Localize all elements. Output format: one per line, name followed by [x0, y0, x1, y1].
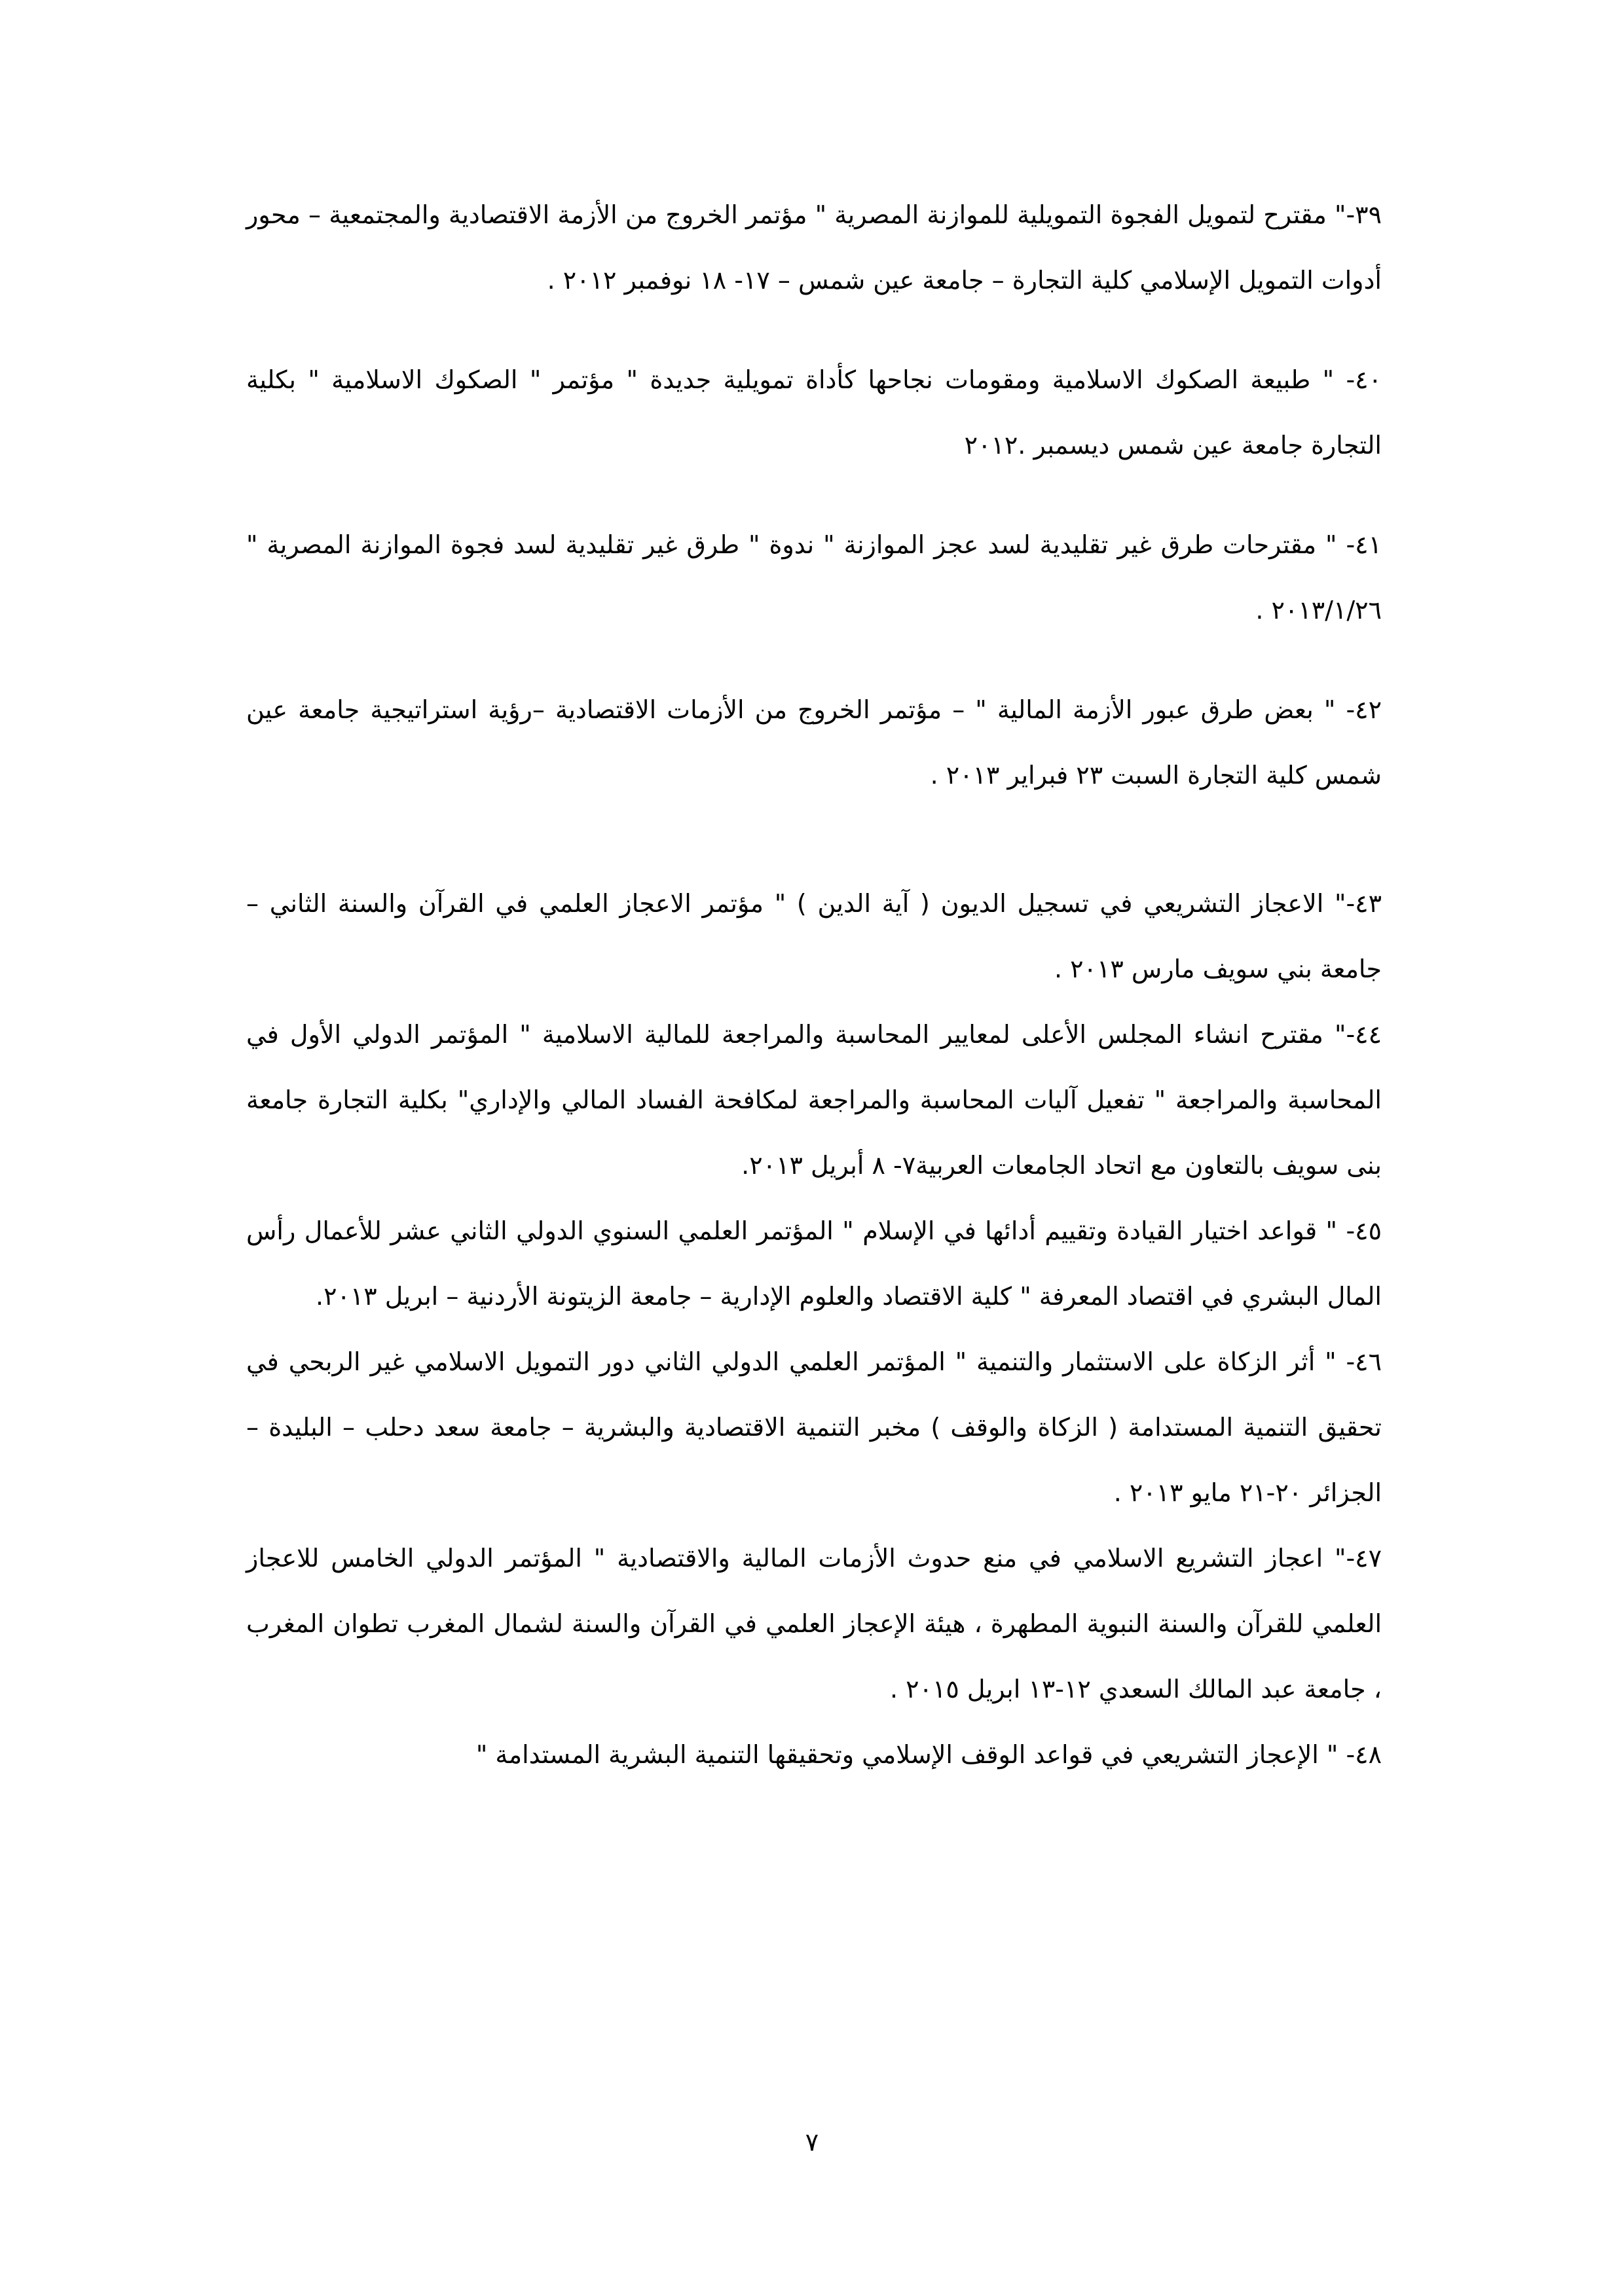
reference-entry-39: ٣٩-" مقترح لتمويل الفجوة التمويلية للموازنة المصرية " مؤتمر الخروج من الأزمة الاقتصادية والمجتمعية – محور أدوات التمويل الإسلامي كلية التجارة – جامعة عين شمس – ١٧- ١٨ نوفمبر ٢٠١٢ . — [246, 200, 1382, 295]
reference-entry-47: ٤٧-" اعجاز التشريع الاسلامي في منع حدوث الأزمات المالية والاقتصادية " المؤتمر الدولي الخامس للاعجاز العلمي للقرآن والسنة النبوية المطهرة ، هيئة الإعجاز العلمي في القرآن والسنة لشمال المغرب تطوان المغرب ، جامعة عبد المالك السعدي ١٢-١٣ ابريل ٢٠١٥ . — [246, 1544, 1382, 1704]
reference-entry-48: ٤٨- " الإعجاز التشريعي في قواعد الوقف الإسلامي وتحقيقها التنمية البشرية المستدامة " — [475, 1740, 1382, 1769]
page-number: ٧ — [805, 2128, 819, 2157]
reference-entry-42: ٤٢- " بعض طرق عبور الأزمة المالية " – مؤتمر الخروج من الأزمات الاقتصادية –رؤية استراتيجية جامعة عين شمس كلية التجارة السبت ٢٣ فبراير ٢٠١٣ . — [246, 695, 1382, 790]
reference-entry-43: ٤٣-" الاعجاز التشريعي في تسجيل الديون ( آية الدين ) " مؤتمر الاعجاز العلمي في القرآن والسنة الثاني – جامعة بني سويف مارس ٢٠١٣ . — [246, 889, 1382, 983]
reference-entry-41: ٤١- " مقترحات طرق غير تقليدية لسد عجز الموازنة " ندوة " طرق غير تقليدية لسد فجوة الموازنة المصرية " ٢٠١٣/١/٢٦ . — [246, 530, 1382, 625]
reference-entry-44: ٤٤-" مقترح انشاء المجلس الأعلى لمعايير المحاسبة والمراجعة للمالية الاسلامية " المؤتمر الدولي الأول في المحاسبة والمراجعة " تفعيل آليات المحاسبة والمراجعة لمكافحة الفساد المالي والإداري" بكلية التجارة جامعة بنى سويف بالتعاون مع اتحاد الجامعات العربية٧- ٨ أبريل ٢٠١٣. — [246, 1020, 1382, 1180]
reference-entry-46: ٤٦- " أثر الزكاة على الاستثمار والتنمية " المؤتمر العلمي الدولي الثاني دور التمويل الاسلامي غير الربحي في تحقيق التنمية المستدامة ( الزكاة والوقف ) مخبر التنمية الاقتصادية والبشرية – جامعة سعد دحلب – البليدة –الجزائر ٢٠-٢١ مايو ٢٠١٣ . — [246, 1347, 1382, 1507]
references-list — [246, 182, 1382, 1787]
reference-entry-45: ٤٥- " قواعد اختيار القيادة وتقييم أدائها في الإسلام " المؤتمر العلمي السنوي الدولي الثاني عشر للأعمال رأس المال البشري في اقتصاد المعرفة " كلية الاقتصاد والعلوم الإدارية – جامعة الزيتونة الأردنية – ابريل ٢٠١٣. — [246, 1216, 1382, 1311]
reference-entry-40: ٤٠- " طبيعة الصكوك الاسلامية ومقومات نجاحها كأداة تمويلية جديدة " مؤتمر " الصكوك الاسلامية " بكلية التجارة جامعة عين شمس ديسمبر .٢٠١٢ — [246, 365, 1382, 460]
